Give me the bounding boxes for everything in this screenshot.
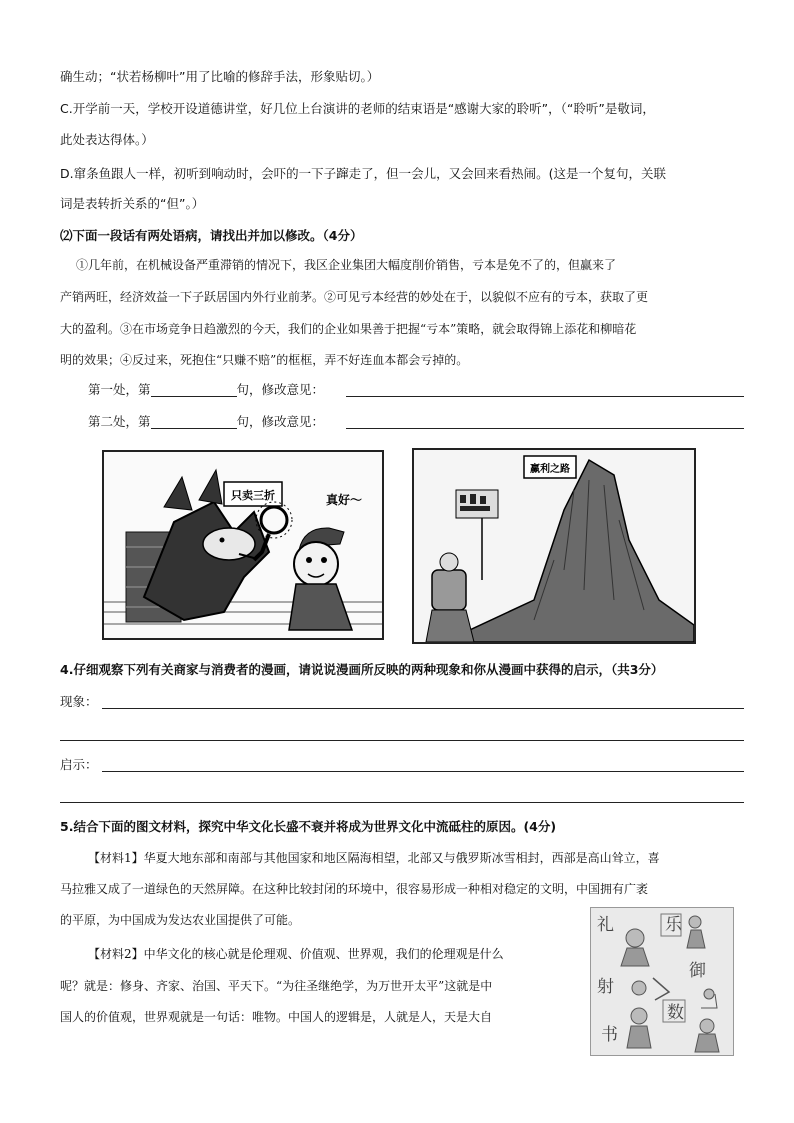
option-c-line2: 此处表达得体。） [60, 132, 154, 147]
q2-paragraph-line: 大的盈利。③在市场竞争日趋激烈的今天，我们的企业如果善于把握“亏本”策略，就会取得锦上添花和柳暗花 [60, 322, 637, 336]
material-1-line: 马拉雅又成了一道绿色的天然屏障。在这种比较封闭的环境中，很容易形成一种相对稳定的文明，中国拥有广袤 [60, 882, 649, 896]
option-d-line1: D.窜条鱼跟人一样，初听到响动时，会吓的一下子蹿走了，但一会儿，又会回来看热闹。(这是一个复句，关联 [60, 166, 666, 181]
art-yu: 御 [689, 961, 706, 981]
discount-sign: 只卖三折 [231, 489, 275, 502]
question-5-title: 5.结合下面的图文材料，探究中华文化长盛不衰并将成为世界文化中流砥柱的原因。(4分) [60, 819, 557, 834]
material-1-line: 的平原，为中国成为发达农业国提供了可能。 [60, 913, 301, 927]
art-shu-book: 书 [601, 1025, 618, 1045]
material-2-line: 国人的价值观，世界观就是一句话：唯物。中国人的逻辑是，人就是人，天是大自 [60, 1010, 493, 1024]
material-2-line: 【材料2】中华文化的核心就是伦理观、价值观、世界观，我们的伦理观是什么 [88, 947, 504, 961]
material-2-line: 呢？就是：修身、齐家、治国、平天下。“为往圣继绝学，为万世开太平”这就是中 [60, 979, 493, 993]
art-shu-math: 数 [667, 1003, 684, 1023]
insight-answer-line[interactable] [102, 771, 744, 772]
six-arts-illustration [591, 908, 733, 1055]
art-she: 射 [597, 977, 614, 997]
first-revision-blank[interactable] [346, 396, 744, 397]
insight-answer-line[interactable] [60, 802, 744, 803]
second-prefix: 第二处，第 [88, 414, 151, 429]
q2-paragraph-line: 产销两旺，经济效益一下子跃居国内外行业前茅。②可见亏本经营的妙处在于，以貌似不应有的亏本，获取了更 [60, 290, 649, 304]
phenomenon-label: 现象： [60, 694, 98, 709]
second-sentence-blank[interactable] [151, 415, 237, 429]
option-b-tail: 确生动；“状若杨柳叶”用了比喻的修辞手法，形象贴切。） [60, 69, 380, 84]
profit-road-sign: 赢利之路 [530, 464, 570, 475]
six-arts-picture [590, 907, 734, 1056]
second-revision-blank[interactable] [346, 428, 744, 429]
first-prefix: 第一处，第 [88, 382, 151, 397]
answer-row-second [88, 413, 324, 431]
material-1-line: 【材料1】华夏大地东部和南部与其他国家和地区隔海相望，北部又与俄罗斯冰雪相封，西部是高山耸立，喜 [88, 851, 660, 865]
cartoon-discount-wolf [102, 450, 384, 640]
art-yue: 乐 [665, 915, 682, 935]
cartoon-profit-mountain [412, 448, 696, 644]
wolf-merchant-illustration [104, 452, 382, 638]
question-4-title: 4.仔细观察下列有关商家与消费者的漫画，请说说漫画所反映的两种现象和你从漫画中获得的启示，（共3分） [60, 662, 664, 677]
option-d-line2: 词是表转折关系的“但”。） [60, 196, 205, 211]
question-2-title: ⑵下面一段话有两处语病，请找出并加以修改。（4分） [60, 228, 363, 243]
customer-speech: 真好～ [326, 493, 363, 507]
q2-paragraph-line: 明的效果；④反过来，死抱住“只赚不赔”的框框，弄不好连血本都会亏掉的。 [60, 353, 469, 367]
insight-label: 启示： [60, 757, 98, 772]
second-suffix: 句，修改意见： [236, 414, 325, 429]
option-c-line1: C.开学前一天，学校开设道德讲堂，好几位上台演讲的老师的结束语是“感谢大家的聆听”，（“聆听”是敬词， [60, 101, 655, 116]
phenomenon-answer-line[interactable] [60, 740, 744, 741]
art-li: 礼 [597, 915, 614, 935]
first-sentence-blank[interactable] [151, 383, 237, 397]
phenomenon-answer-line[interactable] [102, 708, 744, 709]
q2-paragraph-line: ①几年前，在机械设备严重滞销的情况下，我区企业集团大幅度削价销售，亏本是免不了的，但赢来了 [76, 258, 617, 272]
mountain-illustration [414, 450, 694, 642]
first-suffix: 句，修改意见： [236, 382, 325, 397]
answer-row-first [88, 381, 324, 399]
